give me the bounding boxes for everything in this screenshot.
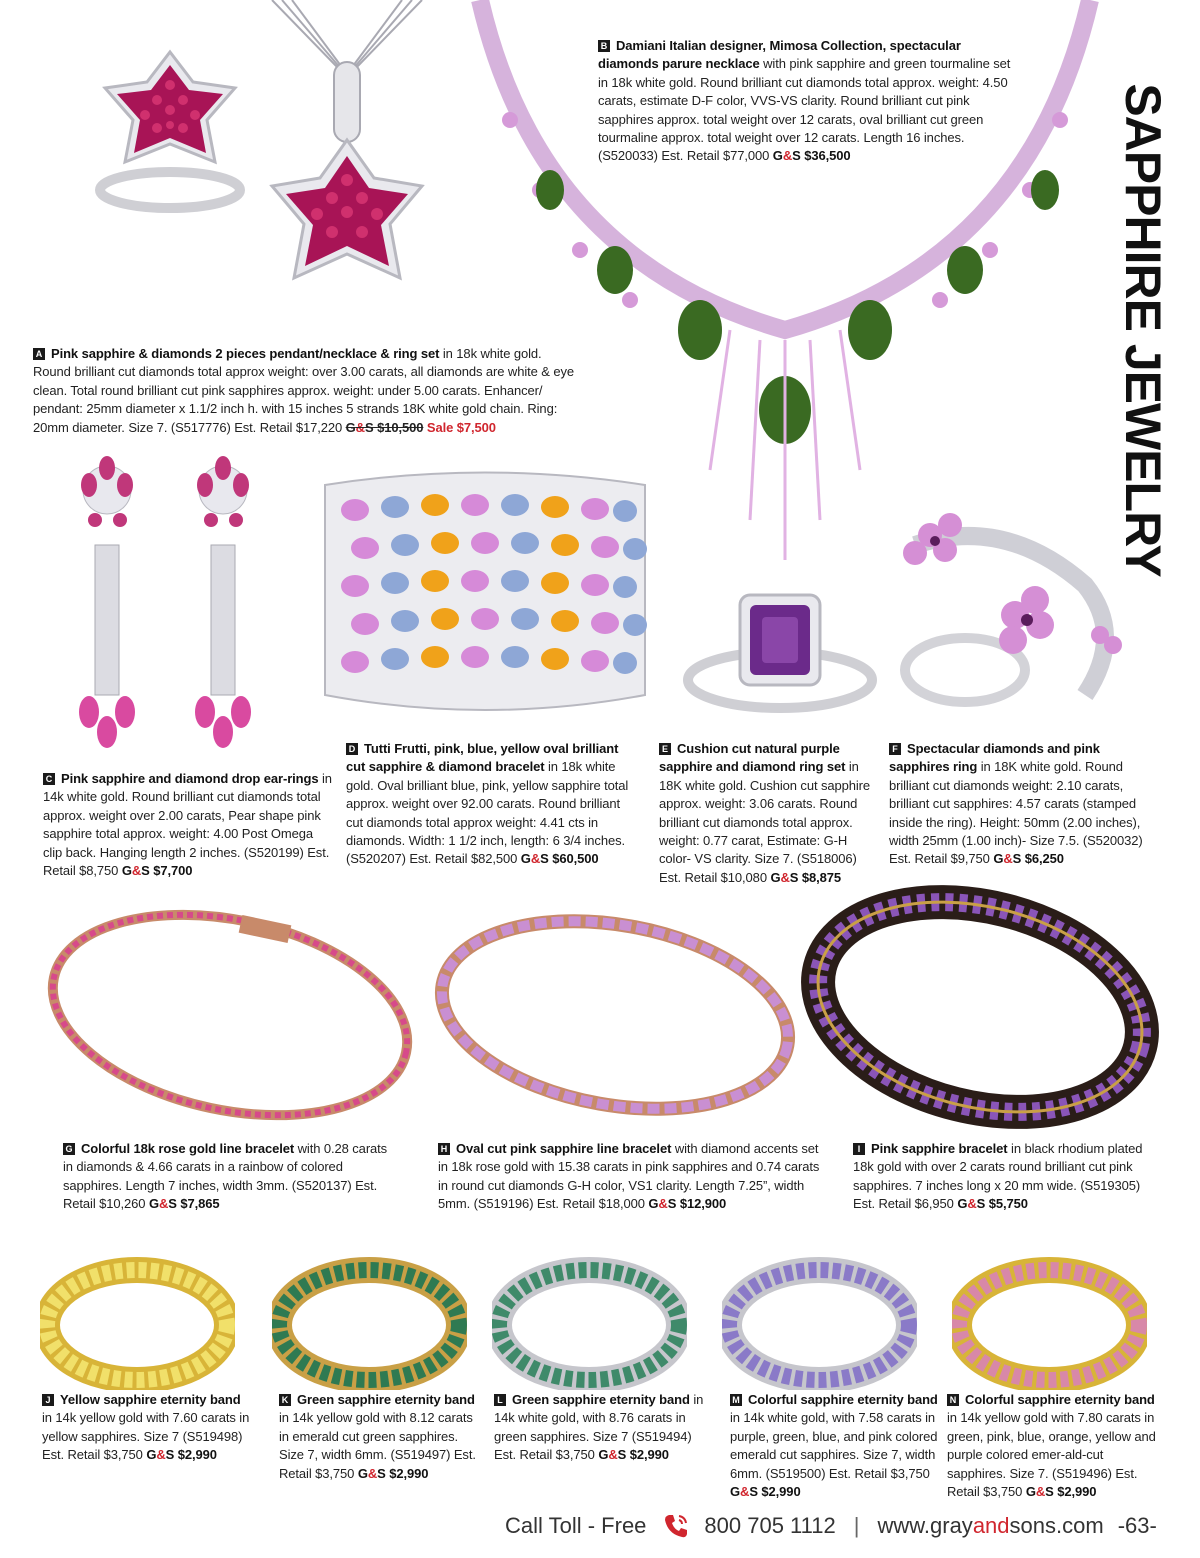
gs-price-label: G&S: [598, 1447, 627, 1463]
phone-icon: [660, 1510, 692, 1542]
gs-price: $5,750: [988, 1196, 1028, 1212]
gs-price-label: G&S: [648, 1196, 677, 1212]
item-letter-badge: E: [659, 743, 671, 755]
item-c-description: [43, 770, 333, 880]
gs-price: $7,865: [180, 1196, 220, 1212]
gs-price: $60,500: [552, 851, 599, 867]
item-letter-badge: M: [730, 1394, 742, 1406]
gs-price: $2,990: [389, 1465, 429, 1481]
item-title: Pink sapphire and diamond drop ear-rings: [61, 771, 319, 786]
ring-photo-a: [85, 40, 255, 215]
item-details: in 14k white gold. Round brilliant cut diamonds total approx. weight over 2.00 carats, Pear shape pink sapphire total approx. weight: 4.00 Post Omega clip back. Hanging length 2 inches. (S520199) Est. Retail $8,750: [43, 771, 332, 879]
band-photo-m: [722, 1255, 917, 1390]
sale-price: Sale $7,500: [426, 419, 496, 435]
item-m-description: [730, 1391, 940, 1501]
gs-price-label: G&S: [770, 869, 799, 885]
band-photo-j: [40, 1255, 235, 1390]
item-details: in 18K white gold. Cushion cut sapphire approx. weight: 3.06 carats. Round brilliant cut diamonds total approx. weight: 0.77 carat, Estimate: G-H color- VS clarity. Size 7. (S518006) Est. Retail $10,080: [659, 759, 871, 885]
gs-price: $12,900: [679, 1196, 727, 1212]
item-letter-badge: A: [33, 348, 45, 360]
item-details: in 14k white gold, with 7.58 carats in purple, green, blue, and pink colored emerald cut sapphires. Size 7, width 6mm. (S519500) Est. Retail $3,750: [730, 1410, 938, 1481]
item-details: with 0.28 carats in diamonds & 4.66 carats in a rainbow of colored sapphires. Length 7 inches, width 3mm. (S520137) Est. Retail $10,260: [63, 1141, 388, 1212]
item-letter-badge: I: [853, 1143, 865, 1155]
item-title: Colorful sapphire eternity band: [965, 1392, 1155, 1407]
ring-photo-e: [680, 585, 880, 720]
band-photo-l: [492, 1255, 687, 1390]
gs-price: $2,990: [1057, 1484, 1097, 1500]
gs-price-label: G&S: [772, 148, 801, 164]
item-letter-badge: B: [598, 40, 610, 52]
gs-price: $2,990: [177, 1447, 217, 1463]
bracelet-photo-i: [800, 885, 1160, 1130]
item-letter-badge: N: [947, 1394, 959, 1406]
earrings-photo-c: [65, 450, 265, 750]
gs-price: $2,990: [761, 1484, 801, 1500]
item-letter-badge: H: [438, 1143, 450, 1155]
item-b-description: [598, 37, 1018, 166]
footer-separator: |: [853, 1513, 860, 1538]
item-title: Tutti Frutti, pink, blue, yellow oval brilliant cut sapphire & diamond bracelet: [346, 741, 619, 775]
item-i-description: [853, 1140, 1148, 1214]
item-title: Oval cut pink sapphire line bracelet: [456, 1141, 672, 1156]
gs-price-label: G&S: [357, 1465, 386, 1481]
gs-price-label: G&S: [993, 851, 1022, 867]
item-details: in 18k white gold. Round brilliant cut diamonds total approx weight: over 3.00 carats, all diamonds are white & eye clean. Total round brilliant cut pink sapphires approx. weight: under 5.00 carats. Enhancer/ pendant: 25mm diameter x 1.1/2 inch h. with 15 inches 5 strands 18K white gold chain. Ring: 20mm diameter. Size 7. (S517776) Est. Retail $17,220: [33, 346, 575, 435]
item-e-description: [659, 740, 874, 887]
item-f-description: [889, 740, 1159, 869]
item-title: Spectacular diamonds and pink sapphires ring: [889, 741, 1100, 775]
item-letter-badge: F: [889, 743, 901, 755]
item-details: in 14k white gold, with 8.76 carats in green sapphires. Size 7 (S519494) Est. Retail $3,750: [494, 1392, 704, 1463]
gs-price-label: G&S: [520, 851, 549, 867]
gs-price-label: G&S: [121, 863, 150, 879]
item-title: Colorful sapphire eternity band: [748, 1392, 938, 1407]
band-photo-k: [272, 1255, 467, 1390]
gs-price: $7,700: [153, 863, 193, 879]
item-title: Green sapphire eternity band: [297, 1392, 475, 1407]
item-title: Pink sapphire & diamonds 2 pieces pendant/necklace & ring set: [51, 346, 440, 361]
footer: [505, 1506, 1195, 1546]
item-details: in 18k white gold. Oval brilliant blue, pink, yellow sapphire total approx. weight over 92.00 carats. Round brilliant cut diamonds total approx weight: 4.41 cts in diamonds. Width: 1 1/2 inch, length: 6 3/4 inches. (S520207) Est. Retail $82,500: [346, 759, 629, 867]
website-link[interactable]: www.grayandsons.com: [877, 1513, 1104, 1538]
bracelet-photo-d: [315, 465, 655, 725]
item-a-description: [33, 345, 578, 437]
page-number: -63-: [1117, 1513, 1157, 1538]
item-letter-badge: K: [279, 1394, 291, 1406]
item-letter-badge: J: [42, 1394, 54, 1406]
gs-price-label: G&S: [146, 1447, 175, 1463]
phone-number-link[interactable]: 800 705 1112: [704, 1513, 836, 1538]
item-details: in 18K white gold. Round brilliant cut diamonds weight: 2.10 carats, brilliant cut sapphires: 4.57 carats (stamped inside the ring). Height: 50mm (2.00 inches), width 25mm (1.00 inch)- Size 7.5. (S520032) Est. Retail $9,750: [889, 759, 1143, 867]
gs-price: $36,500: [804, 148, 851, 164]
item-details: in 14k yellow gold with 7.60 carats in yellow sapphires. Size 7 (S519498) Est. Retail $3,750: [42, 1410, 250, 1463]
item-j-description: [42, 1391, 254, 1465]
item-letter-badge: L: [494, 1394, 506, 1406]
item-details: with pink sapphire and green tourmaline set in 18k white gold. Round brilliant cut diamonds total approx. weight: 4.50 carats, estimate D-F color, VVS-VS clarity. Round brilliant cut pink sapphires approx. total weight over 12 carats, oval brilliant cut green tourmaline approx. total weight over 12 carats. Length 16 inches. (S520033) Est. Retail $77,000: [598, 56, 1011, 164]
gs-price: $6,250: [1024, 851, 1064, 867]
bracelet-photo-g: [40, 900, 420, 1130]
gs-price-label: G&S: [1025, 1484, 1054, 1500]
item-k-description: [279, 1391, 479, 1483]
item-details: with diamond accents set in 18k rose gold with 15.38 carats in pink sapphires and 0.74 carats in round cut diamonds G-H color, VS1 clarity. Length 7.25”, width 5mm. (S519196) Est. Retail $18,000: [438, 1141, 820, 1212]
item-letter-badge: G: [63, 1143, 75, 1155]
item-title: Yellow sapphire eternity band: [60, 1392, 241, 1407]
gs-price: $2,990: [629, 1447, 669, 1463]
item-title: Damiani Italian designer, Mimosa Collection, spectacular diamonds parure necklace: [598, 38, 961, 72]
gs-price-label: G&S: [957, 1196, 986, 1212]
item-g-description: [63, 1140, 398, 1214]
item-title: Pink sapphire bracelet: [871, 1141, 1008, 1156]
item-letter-badge: C: [43, 773, 55, 785]
item-title: Cushion cut natural purple sapphire and diamond ring set: [659, 741, 846, 775]
item-details: in 14k yellow gold with 8.12 carats in emerald cut green sapphires. Size 7, width 6mm. (S519497) Est. Retail $3,750: [279, 1410, 476, 1481]
item-details: in 14k yellow gold with 7.80 carats in green, pink, blue, orange, yellow and purple colored emer-ald-cut sapphires. Size 7. (S519496) Est. Retail $3,750: [947, 1410, 1156, 1500]
item-h-description: [438, 1140, 823, 1214]
gs-price: $8,875: [801, 869, 842, 885]
ring-photo-f: [885, 505, 1145, 720]
page-title: SAPPHIRE JEWELRY: [1115, 83, 1171, 577]
item-details: in black rhodium plated 18k gold with over 2 carats round brilliant cut pink sapphires. 7 inches long x 20 mm wide. (S519305) Est. Retail $6,950: [853, 1141, 1143, 1212]
band-photo-n: [952, 1255, 1147, 1390]
item-letter-badge: D: [346, 743, 358, 755]
item-title: Green sapphire eternity band: [512, 1392, 690, 1407]
gs-price-label: G&S: [148, 1196, 177, 1212]
item-title: Colorful 18k rose gold line bracelet: [81, 1141, 295, 1156]
item-l-description: [494, 1391, 704, 1465]
gs-price-label: G&S $10,500: [345, 419, 424, 435]
bracelet-photo-h: [425, 905, 805, 1125]
item-d-description: [346, 740, 636, 869]
pendant-photo-a: [262, 0, 432, 340]
item-n-description: [947, 1391, 1157, 1501]
call-label: Call Toll - Free: [505, 1513, 647, 1538]
gs-price-label: G&S: [730, 1484, 758, 1500]
